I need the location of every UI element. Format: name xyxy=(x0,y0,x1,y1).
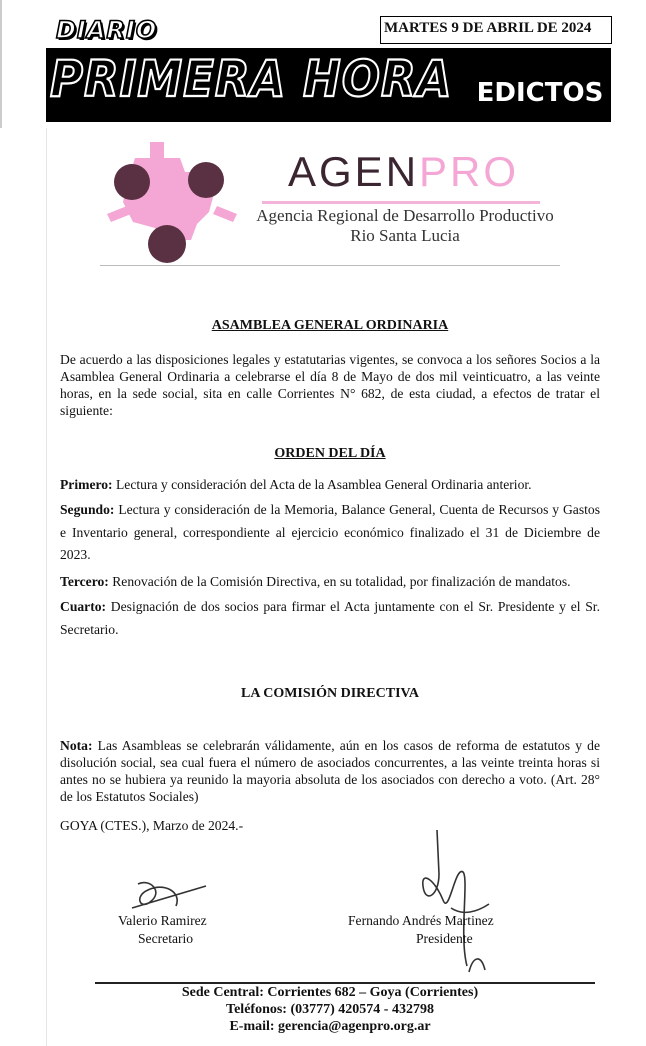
board-heading: LA COMISIÓN DIRECTIVA xyxy=(241,686,419,701)
agency-name-line1: Agencia Regional de Desarrollo Productivo xyxy=(256,206,554,225)
masthead-title: PRIMERA HORA xyxy=(50,50,453,109)
logo-wing-left xyxy=(107,206,131,222)
footer-phones: Teléfonos: (03777) 420574 - 432798 xyxy=(226,1002,434,1017)
note-label: Nota: xyxy=(60,738,93,753)
agency-name-line2: Rio Santa Lucia xyxy=(350,226,460,245)
agenda-item-4 xyxy=(60,596,600,641)
agenda-item-text: Lectura y consideración de la Memoria, Balance General, Cuenta de Recursos y Gastos e Inventario general, correspondiente al ejercicio económico finalizado el 31 de Diciembre de 2023. xyxy=(60,502,600,562)
note-paragraph xyxy=(60,737,600,805)
footer-divider xyxy=(95,982,595,984)
footer-address: Sede Central: Corrientes 682 – Goya (Corrientes) xyxy=(181,985,479,1000)
secretary-role: Secretario xyxy=(138,931,194,946)
logo-pro: PRO xyxy=(419,148,520,195)
agenda-item-3 xyxy=(60,571,600,594)
note-text: Las Asambleas se celebrarán válidamente, aún en los casos de reforma de estatutos y de disolución social, sea cual fuera el número de asociados concurrentes, a las veinte treinta horas si antes no se hubiera ya reunido la mayoria absoluta de los asociados con derecho a voto. (Art. 28° de los Estatutos Sociales) xyxy=(60,738,600,804)
issue-date: MARTES 9 DE ABRIL DE 2024 xyxy=(384,20,592,36)
logo-tab xyxy=(150,142,164,160)
footer-email: E-mail: gerencia@agenpro.org.ar xyxy=(229,1019,431,1034)
section-label: EDICTOS xyxy=(470,70,610,116)
logo-circle-left xyxy=(114,164,150,200)
agenda-item-text: Designación de dos socios para firmar el Acta juntamente con el Sr. Presidente y el Sr. Secretario. xyxy=(60,599,600,637)
agenda-item-1 xyxy=(60,474,600,497)
notice-title: ASAMBLEA GENERAL ORDINARIA xyxy=(211,318,449,333)
notice-intro: De acuerdo a las disposiciones legales y estatutarias vigentes, se convoca a los señores Socios a la Asamblea General Ordinaria a celebrarse el día 8 de Mayo de dos mil veinticuatro, a las veinte horas, en la sede social, sita en calle Corrientes N° 682, de esta ciudad, a efectos de tratar el siguiente: xyxy=(60,352,600,418)
agenda-item-label: Cuarto: xyxy=(60,599,107,614)
logo-underline xyxy=(262,201,540,204)
agenda-item-label: Segundo: xyxy=(60,502,115,517)
president-name: Fernando Andrés Martinez xyxy=(348,913,494,928)
place-date: GOYA (CTES.), Marzo de 2024.- xyxy=(60,818,244,833)
president-role: Presidente xyxy=(416,931,473,946)
masthead-diario: DIARIO xyxy=(56,16,158,44)
header-divider xyxy=(100,265,560,266)
logo-agen: AGEN xyxy=(288,148,420,195)
page-edge xyxy=(0,0,2,128)
agenda-item-label: Primero: xyxy=(60,477,113,492)
agenda-title: ORDEN DEL DÍA xyxy=(274,446,386,461)
logo-circle-bottom xyxy=(148,225,186,263)
president-signature-icon xyxy=(405,826,515,976)
agenda-item-label: Tercero: xyxy=(60,574,109,589)
logo-circle-right xyxy=(188,162,224,198)
agenda-item-text: Renovación de la Comisión Directiva, en su totalidad, por finalización de mandatos. xyxy=(112,574,571,589)
agenda-item-2 xyxy=(60,499,600,567)
agenda-item-text: Lectura y consideración del Acta de la Asamblea General Ordinaria anterior. xyxy=(116,477,532,492)
agency-name xyxy=(210,206,600,246)
secretary-name: Valerio Ramirez xyxy=(118,913,207,928)
logo-wordmark xyxy=(288,148,519,196)
page-edge-line xyxy=(46,128,47,1046)
agenpro-logo-icon xyxy=(105,142,245,267)
